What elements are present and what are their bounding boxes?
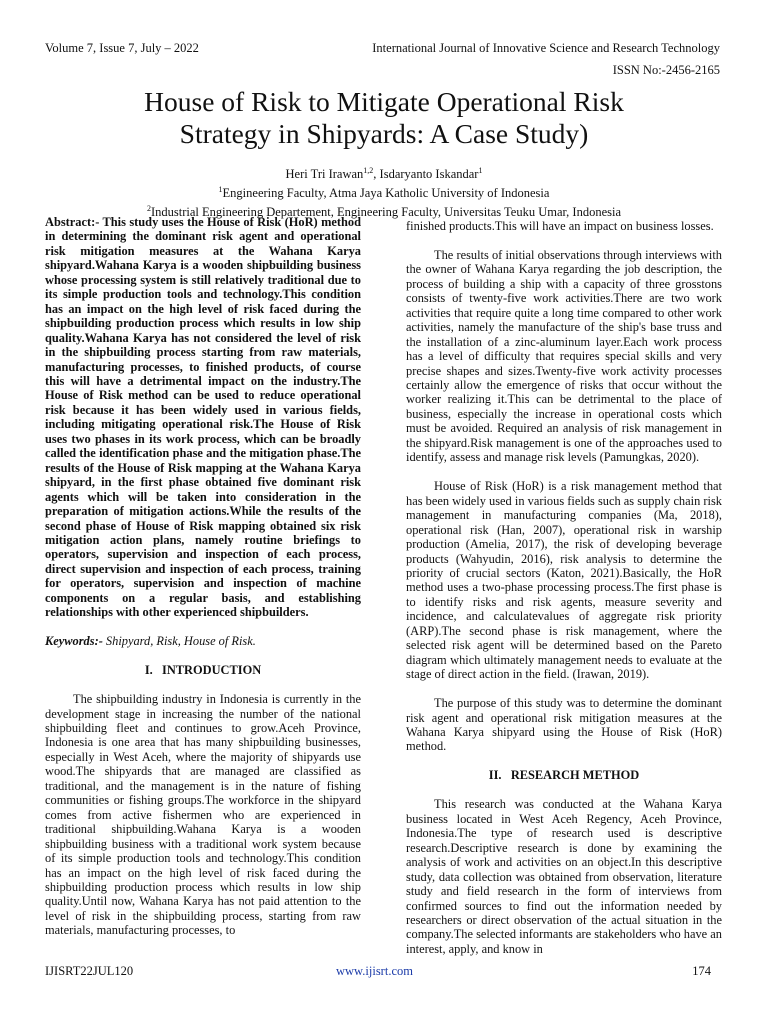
keywords-list: Shipyard, Risk, House of Risk.	[102, 634, 256, 649]
journal-volume: Volume 7, Issue 7, July – 2022	[45, 41, 199, 55]
section-heading-introduction: I. INTRODUCTION	[144, 663, 262, 678]
footer-journal-link[interactable]: www.ijisrt.com	[336, 964, 413, 978]
paragraph-purpose: The purpose of this study was to determine the dominant risk agent and operational risk mitigation measures at the Wahana Karya shipyard using the House of Risk (HoR) method.	[406, 696, 722, 754]
footer-page-number: 174	[692, 964, 711, 978]
author-1-affiliation: 1,2	[363, 166, 374, 175]
paragraph-continuation: finished products.This will have an impact on business losses.	[406, 219, 714, 233]
issn: ISSN No:-2456-2165	[612, 63, 720, 77]
keywords	[45, 634, 361, 648]
title-line-2: Strategy in Shipyards: A Case Study)	[179, 118, 589, 149]
paragraph-research-method: This research was conducted at the Wahana Karya business located in West Aceh Regency, Aceh Province, Indonesia.The type of research used is descriptive research.Descriptive research is done by examining the analysis of work and activities on an object.In this descriptive study, data collection was obtained from observation, literature study and field research in the form of interviews from confirmed sources to find out the information needed by researchers or direct observation of the actual situation in the company.The selected informants are stakeholders who have an interest, apply, and know in	[406, 797, 722, 956]
left-column	[45, 215, 361, 952]
author-2: Isdaryanto Iskandar	[379, 167, 479, 182]
right-column	[406, 219, 722, 971]
paragraph-observations: The results of initial observations through interviews with the owner of Wahana Karya regarding the job description, the process of building a ship with a capacity of three grosstons consists of twenty-five work activities.There are two work activities that require quite a long time compared to other work activities, namely the manufacture of the ship's base truss and the installation of a zinc-aluminum layer.Each work process has a level of difficulty that requires special skills and very precise shapes and sizes.Twenty-five work activity processes certainly allow the emergence of risks that occur without the worker realizing it.This can be detrimental to the place of business, especially the increase in operational costs which must be avoided. Required an analysis of risk management in the shipyard.Risk management is one of the approaches used to identify, assess and manage risk levels (Pamungkas, 2020).	[406, 247, 722, 465]
paragraph-house-of-risk: House of Risk (HoR) is a risk management method that has been widely used in various fields such as supply chain risk management in manufacturing companies (Ma, 2018), operational risk (Han, 2007), operational risk in warship production (Amelia, 2017), the risk of developing beverage products (Wahyudin, 2016), risk analysis to determine the priority of crucial sectors (Katon, 2021).Basically, the HoR method uses a two-phase processing process.The first phase is to identify risks and risk agents, measure severity and incidence, and calculatevalues of aggregate risk priority (ARP).The second phase is risk management, where the selected risk agent will be determined based on the Pareto diagram which ultimately management needs to evaluate at the stage of direct action in the field. (Irawan, 2019).	[406, 479, 722, 682]
author-line	[0, 163, 768, 182]
affiliation-2: $^2$Industrial Engineering Departement, Engineering Faculty, Universitas Teuku Umar, Indonesia	[146, 204, 622, 220]
introduction-paragraph: The shipbuilding industry in Indonesia is currently in the development stage in increasing the number of the national shipbuilding fleet and continues to grow.Aceh Province, Indonesia is one area that has many shipbuilding businesses, especially in West Aceh, where the majority of shipyards use wood.The shipyards that are managed are classified as traditional, and the management is in the nature of fishing communities or fishing groups.The workforce in the shipyard comes from active fishermen who are experienced in traditional shipbuilding.Wahana Karya is a wooden shipbuilding business with a traditional work system because of its simple production tools and technology.This condition has an impact on the high level of risk faced during the shipbuilding production process which results in low ship quality.Until now, Wahana Karya has not paid attention to the level of risk in the shipbuilding process, starting from raw materials, manufacturing processes, to	[45, 692, 361, 938]
keywords-label: Keywords:-	[45, 634, 103, 649]
paper-title	[60, 86, 708, 150]
title-line-1: House of Risk to Mitigate Operational Risk	[144, 86, 624, 117]
author-1: Heri Tri Irawan	[285, 167, 364, 182]
author-block	[0, 163, 768, 220]
footer-paper-code: IJISRT22JUL120	[45, 964, 134, 978]
affiliation-1: $^1$Engineering Faculty, Atma Jaya Katholic University of Indonesia	[218, 185, 550, 201]
author-separator: ,	[373, 167, 380, 182]
abstract: Abstract:- This study uses the House of Risk (HoR) method in determining the dominant risk agent and operational risk mitigation measures at the Wahana Karya shipyard.Wahana Karya is a wooden shipbuilding business whose processing system is still relatively traditional due to its simple production tools and technology.This condition has an impact on the high level of risk faced during the shipbuilding production process which results in low ship quality.Wahana Karya has not considered the level of risk in the shipbuilding process starting from raw materials, manufacturing processes, to finished products, of course this will have a detrimental impact on the industry.The House of Risk method can be used to reduce operational risk because it has been widely used in various fields, including mitigating operational risk.The House of Risk uses two phases in its work process, which can be broadly called the identification phase and the mitigation phase.The results of the House of Risk mapping at the Wahana Karya shipyard, in the first phase obtained five dominant risk agents which will be taken into consideration in the preparation of mitigation actions.While the results of the second phase of House of Risk mapping obtained six risk mitigation action plans, namely routine briefings to operators, supervision and inspection of each process, direct supervision and inspection of each process, training for operators, supervision and inspection of machine components on a regular basis, and establishing relationships with other experienced shipbuilders.	[45, 215, 361, 620]
journal-name: International Journal of Innovative Science and Research Technology	[372, 41, 720, 55]
section-heading-research-method: II. RESEARCH METHOD	[488, 768, 640, 783]
author-2-affiliation: 1	[478, 166, 483, 175]
